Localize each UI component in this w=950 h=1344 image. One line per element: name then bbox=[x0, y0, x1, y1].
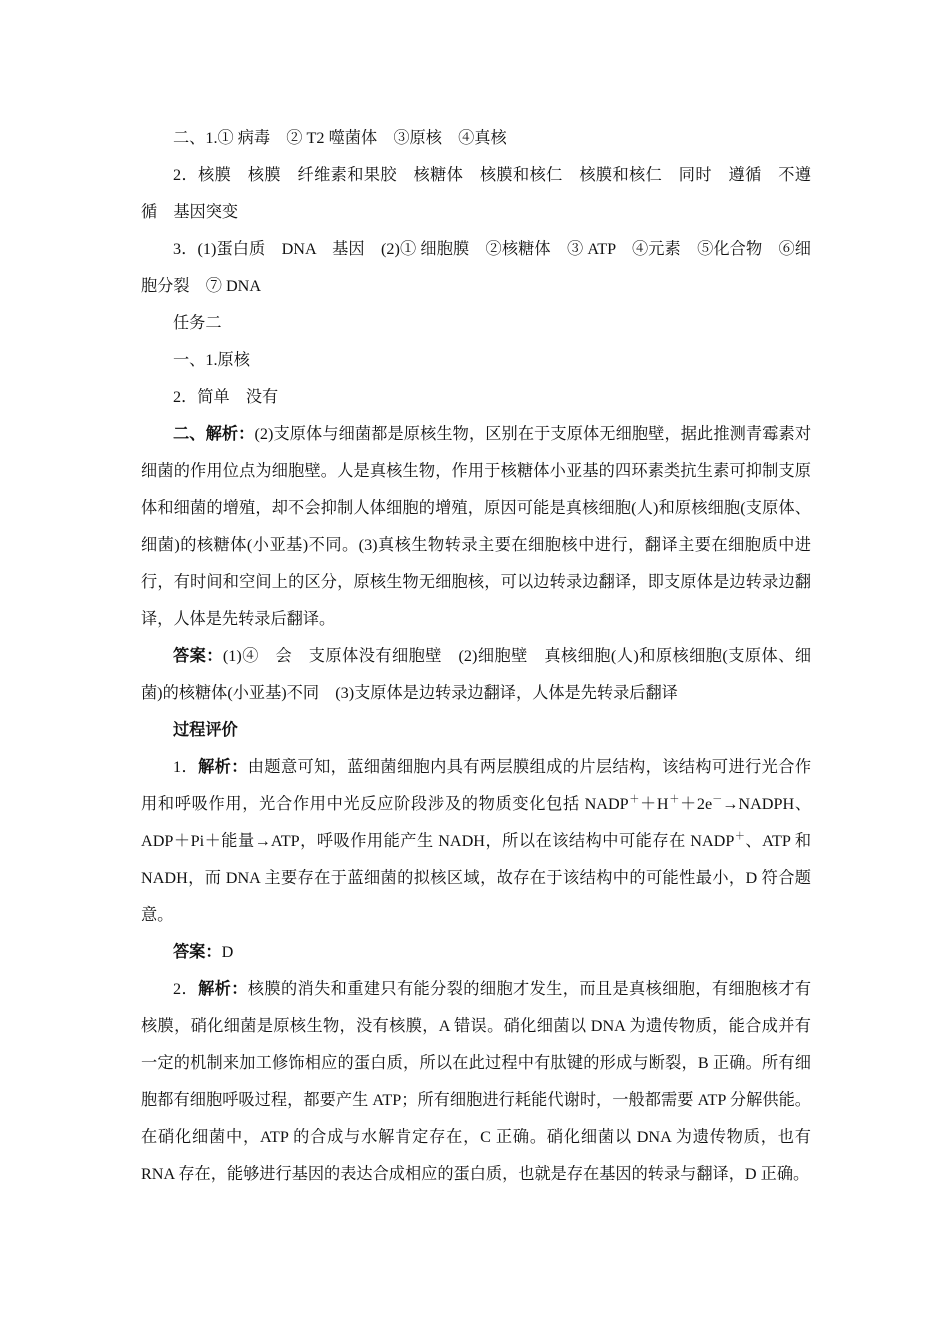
analysis-text: 核膜的消失和重建只有能分裂的细胞才发生，而且是真核细胞，有细胞核才有核膜，硝化细菌是原核生物，没有核膜，A 错误。硝化细菌以 DNA 为遗传物质，能合成并有一定的机制来加工修饰相应的蛋白质，所以在此过程中有肽键的形成与断裂，B 正确。所有细胞都有细胞呼吸过程，都要产生 ATP；所有细胞进行耗能代谢时，一般都需要 ATP 分解供能。在硝化细菌中，ATP 的合成与水解肯定存在，C 正确。硝化细菌以 DNA 为遗传物质，也有 RNA 存在，能够进行基因的表达合成相应的蛋白质，也就是存在基因的转录与翻译，D 正确。 bbox=[141, 980, 812, 1183]
section-heading-process-eval bbox=[141, 712, 811, 749]
analysis-text-c: ＋2e bbox=[680, 795, 713, 813]
answer-label: 答案： bbox=[173, 943, 222, 961]
answer-paragraph-1 bbox=[141, 638, 811, 712]
analysis-paragraph-2 bbox=[141, 749, 811, 934]
answer-line-2: 2．核膜 核膜 纤维素和果胶 核糖体 核膜和核仁 核膜和核仁 同时 遵循 不遵循 基因突变 bbox=[141, 166, 811, 221]
analysis-paragraph-3 bbox=[141, 971, 811, 1193]
analysis-text-b: ＋H bbox=[640, 795, 669, 813]
answer-line-1: 二、1.① 病毒 ② T2 噬菌体 ③原核 ④真核 bbox=[173, 129, 507, 147]
answer-line-5: 一、1.原核 bbox=[173, 351, 250, 369]
question-number: 2． bbox=[173, 980, 199, 998]
superscript: ＋ bbox=[628, 794, 641, 806]
analysis-paragraph-1 bbox=[141, 416, 811, 638]
answer-label: 答案： bbox=[173, 647, 223, 665]
analysis-label: 解析： bbox=[198, 980, 248, 998]
analysis-text-d: →NADPH、ADP＋Pi＋能量→ATP，呼吸作用能产生 NADH，所以在该结构中可能存在 NADP bbox=[141, 795, 812, 850]
section-label: 过程评价 bbox=[173, 721, 238, 739]
section-heading-task-two: 任务二 bbox=[173, 314, 222, 332]
answer-text: (1)④ 会 支原体没有细胞壁 (2)细胞壁 真核细胞(人)和原核细胞(支原体、细菌)的核糖体(小亚基)不同 (3)支原体是边转录边翻译，人体是先转录后翻译 bbox=[141, 647, 812, 702]
answer-line-3: 3．(1)蛋白质 DNA 基因 (2)① 细胞膜 ②核糖体 ③ ATP ④元素 ⑤化合物 ⑥细胞分裂 ⑦ DNA bbox=[141, 240, 811, 295]
analysis-label: 解析： bbox=[198, 758, 248, 776]
document-body bbox=[141, 120, 811, 1193]
analysis-label: 二、解析： bbox=[173, 425, 255, 443]
superscript: － bbox=[712, 794, 723, 806]
analysis-text-e: 、ATP 和 NADH，而 DNA 主要存在于蓝细菌的拟核区域，故存在于该结构中的可能性最小，D 符合题意。 bbox=[141, 832, 812, 924]
superscript: ＋ bbox=[734, 831, 746, 843]
analysis-text-a: 由题意可知，蓝细菌细胞内具有两层膜组成的片层结构，该结构可进行光合作用和呼吸作用，光合作用中光反应阶段涉及的物质变化包括 NADP bbox=[141, 758, 812, 813]
question-number: 1． bbox=[173, 758, 199, 776]
answer-text: D bbox=[221, 943, 234, 961]
superscript: ＋ bbox=[668, 794, 681, 806]
answer-line-6: 2．简单 没有 bbox=[173, 388, 279, 406]
answer-paragraph-2 bbox=[141, 934, 811, 971]
analysis-text: (2)支原体与细菌都是原核生物，区别在于支原体无细胞壁，据此推测青霉素对细菌的作用位点为细胞壁。人是真核生物，作用于核糖体小亚基的四环素类抗生素可抑制支原体和细菌的增殖，却不会抑制人体细胞的增殖，原因可能是真核细胞(人)和原核细胞(支原体、细菌)的核糖体(小亚基)不同。(3)真核生物转录主要在细胞核中进行，翻译主要在细胞质中进行，有时间和空间上的区分，原核生物无细胞核，可以边转录边翻译，即支原体是边转录边翻译，人体是先转录后翻译。 bbox=[141, 425, 812, 628]
